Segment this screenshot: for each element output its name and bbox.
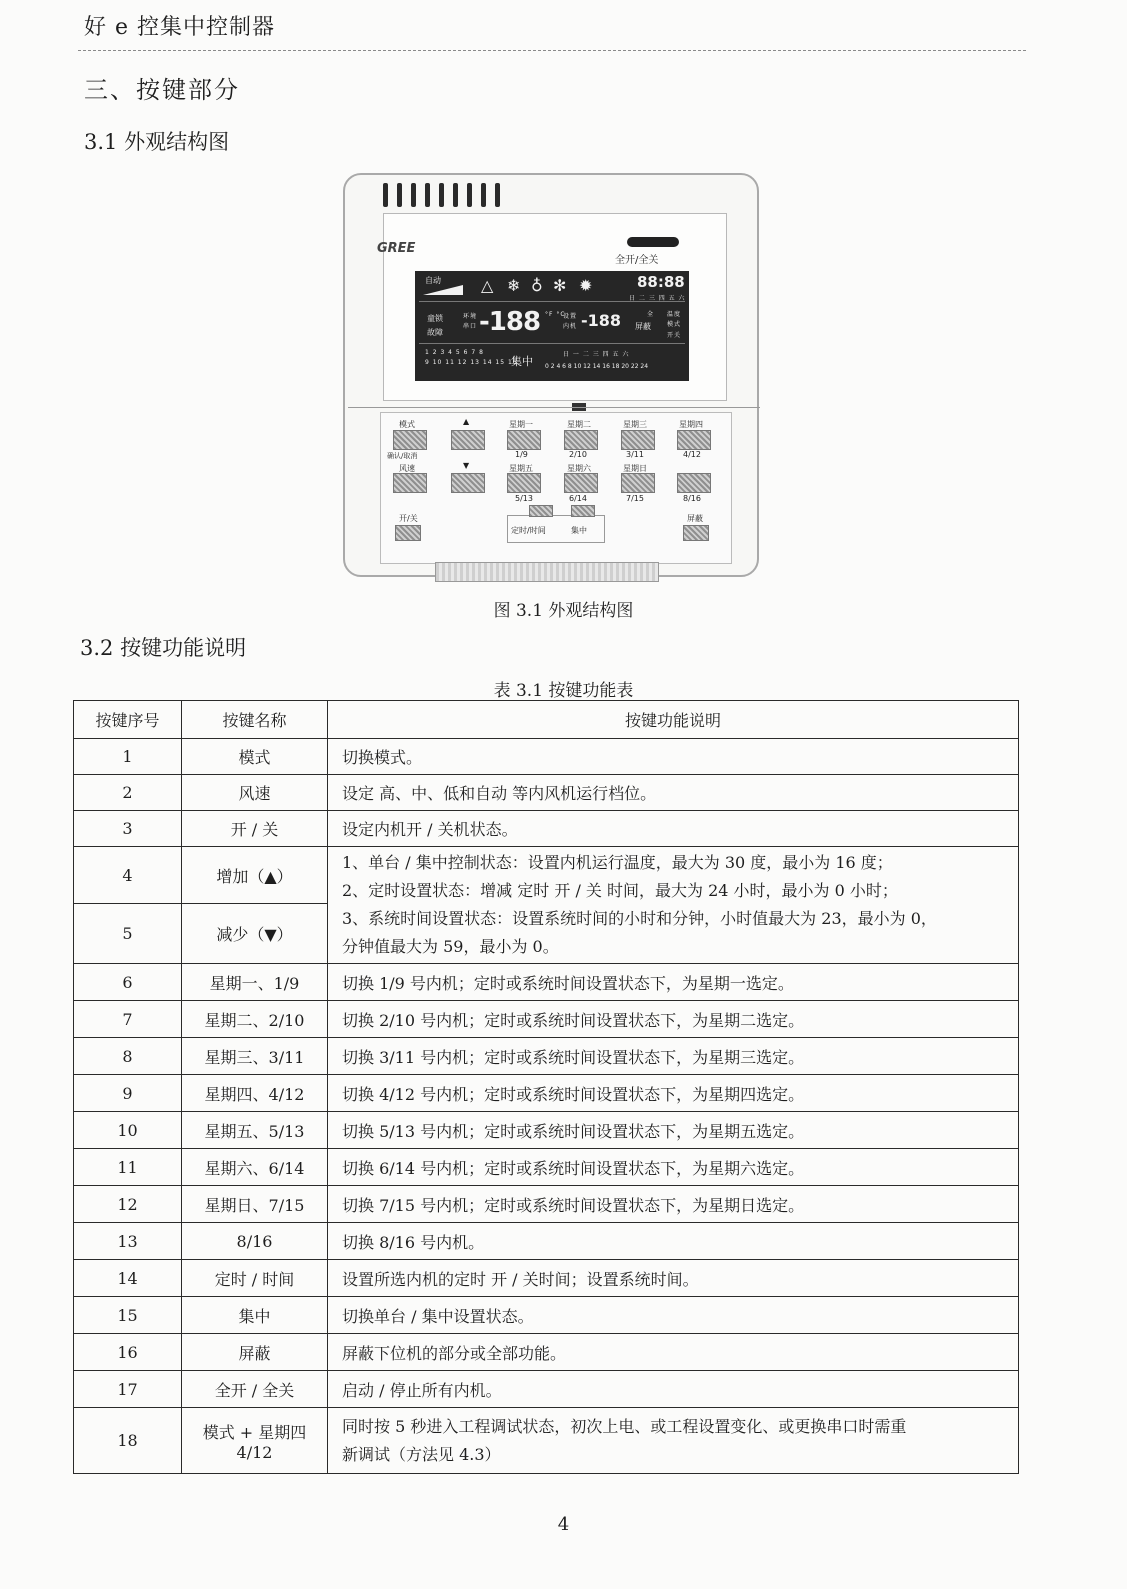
key-label-mode: 模式 xyxy=(399,420,415,429)
cell-name: 星期六、6/14 xyxy=(182,1149,328,1186)
brand-logo: GREE xyxy=(377,241,416,256)
key-label-thu: 星期四 xyxy=(679,420,703,429)
cell-desc: 切换 1/9 号内机；定时或系统时间设置状态下，为星期一选定。 xyxy=(328,964,1019,1001)
cell-name: 屏蔽 xyxy=(182,1334,328,1371)
cell-name: 定时 / 时间 xyxy=(182,1260,328,1297)
cell-desc: 切换单台 / 集中设置状态。 xyxy=(328,1297,1019,1334)
key-down[interactable] xyxy=(451,473,485,493)
table-row xyxy=(74,1371,1019,1408)
key-label-sun: 星期日 xyxy=(623,464,647,473)
cell-no: 7 xyxy=(74,1001,182,1038)
cell-name: 风速 xyxy=(182,775,328,811)
cell-name: 星期五、5/13 xyxy=(182,1112,328,1149)
key-label-sat: 星期六 xyxy=(567,464,591,473)
cell-desc: 切换 6/14 号内机；定时或系统时间设置状态下，为星期六选定。 xyxy=(328,1149,1019,1186)
table-caption: 表 3.1 按键功能表 xyxy=(493,681,634,701)
cell-desc: 切换模式。 xyxy=(328,739,1019,775)
cell-no: 13 xyxy=(74,1223,182,1260)
key-function-table xyxy=(73,700,1019,1474)
lcd-env-label: 环境 xyxy=(463,313,478,320)
cell-name-line: 4/12 xyxy=(236,1442,273,1462)
cell-name: 增加（▲） xyxy=(182,847,328,904)
cell-desc: 切换 7/15 号内机；定时或系统时间设置状态下，为星期日选定。 xyxy=(328,1186,1019,1223)
sun-icon: ✹ xyxy=(579,276,593,295)
lcd-central: 集中 xyxy=(511,355,533,368)
header-title: 好 e 控集中控制器 xyxy=(84,15,276,40)
lcd-unit-row-2: 9 10 11 12 13 14 15 16 xyxy=(425,359,518,366)
lcd-set-temp: -188 xyxy=(581,311,622,330)
all-on-off-label: 全开/全关 xyxy=(615,255,659,266)
key-wed[interactable] xyxy=(621,430,655,450)
cell-name: 模式 xyxy=(182,739,328,775)
cell-no: 3 xyxy=(74,811,182,847)
key-label-8-16: 8/16 xyxy=(683,494,701,503)
lcd-clock: 88:88 xyxy=(637,273,685,291)
keypad-inner xyxy=(380,412,732,564)
cell-desc xyxy=(328,1408,1019,1474)
cell-desc: 切换 4/12 号内机；定时或系统时间设置状态下，为星期四选定。 xyxy=(328,1075,1019,1112)
key-thu[interactable] xyxy=(677,430,711,450)
cell-name: 星期三、3/11 xyxy=(182,1038,328,1075)
figure-caption: 图 3.1 外观结构图 xyxy=(493,601,634,621)
cell-no: 2 xyxy=(74,775,182,811)
cell-name: 星期日、7/15 xyxy=(182,1186,328,1223)
cell-name: 集中 xyxy=(182,1297,328,1334)
cell-no: 5 xyxy=(74,904,182,964)
lcd-hours: 0 2 4 6 8 10 12 14 16 18 20 22 24 xyxy=(545,363,649,370)
cell-desc: 切换 2/10 号内机；定时或系统时间设置状态下，为星期二选定。 xyxy=(328,1001,1019,1038)
table-row xyxy=(74,775,1019,811)
page-number: 4 xyxy=(557,1514,570,1535)
controller-body xyxy=(343,173,759,577)
vent-grille xyxy=(383,183,500,207)
key-mode[interactable] xyxy=(393,430,427,450)
key-label-onoff: 开/关 xyxy=(399,514,418,523)
cell-desc-updown xyxy=(328,847,1019,964)
table-row xyxy=(74,1001,1019,1038)
lcd-switch-label: 开关 xyxy=(667,332,682,339)
lcd-divider xyxy=(419,343,685,344)
cell-desc: 切换 3/11 号内机；定时或系统时间设置状态下，为星期三选定。 xyxy=(328,1038,1019,1075)
table-row xyxy=(74,1149,1019,1186)
snowflake-icon: ❄ xyxy=(507,276,521,295)
table-row xyxy=(74,811,1019,847)
key-tue[interactable] xyxy=(564,430,598,450)
lcd-shield: 屏蔽 xyxy=(635,322,651,331)
table-row xyxy=(74,1297,1019,1334)
cell-desc-line: 新调试（方法见 4.3） xyxy=(342,1444,501,1464)
cell-no: 14 xyxy=(74,1260,182,1297)
table-row xyxy=(74,1334,1019,1371)
lcd-room-temp: -188 xyxy=(479,307,541,337)
key-label-up: ▲ xyxy=(463,417,470,426)
cell-name: 全开 / 全关 xyxy=(182,1371,328,1408)
lcd-weekdays: 日 二 三 四 五 六 xyxy=(629,295,686,302)
cell-desc: 设定内机开 / 关机状态。 xyxy=(328,811,1019,847)
updown-line: 分钟值最大为 59，最小为 0。 xyxy=(342,937,559,956)
key-label-fri: 星期五 xyxy=(509,464,533,473)
cell-name: 星期一、1/9 xyxy=(182,964,328,1001)
lcd-mode-label: 模式 xyxy=(667,321,682,328)
keypad-panel xyxy=(348,407,760,568)
cell-desc: 启动 / 停止所有内机。 xyxy=(328,1371,1019,1408)
key-label-shield: 屏蔽 xyxy=(687,514,703,523)
header-name: 按键名称 xyxy=(182,701,328,739)
table-row xyxy=(74,1186,1019,1223)
cell-name xyxy=(182,1408,328,1474)
cell-no: 4 xyxy=(74,847,182,904)
table-row xyxy=(74,1112,1019,1149)
fan-level-icon xyxy=(423,285,463,295)
key-label-tue-num: 2/10 xyxy=(569,450,587,459)
cell-no: 16 xyxy=(74,1334,182,1371)
key-label-down: ▼ xyxy=(463,461,470,470)
lcd-fault: 故障 xyxy=(427,328,443,337)
key-label-mon: 星期一 xyxy=(509,420,533,429)
table-row xyxy=(74,964,1019,1001)
key-label-wed: 星期三 xyxy=(623,420,647,429)
updown-line: 3、系统时间设置状态：设置系统时间的小时和分钟，小时值最大为 23，最小为 0， xyxy=(342,909,937,928)
fan-icon: ✻ xyxy=(553,276,567,295)
header-desc: 按键功能说明 xyxy=(328,701,1019,739)
all-on-off-button[interactable] xyxy=(627,237,679,247)
cell-no: 8 xyxy=(74,1038,182,1075)
lcd-screen xyxy=(415,271,689,381)
droplet-icon: ♁ xyxy=(531,276,543,295)
lcd-all: 全 xyxy=(647,311,655,318)
cell-desc: 切换 5/13 号内机；定时或系统时间设置状态下，为星期五选定。 xyxy=(328,1112,1019,1149)
key-label-sun-num: 7/15 xyxy=(626,494,644,503)
lcd-week-row: 日 一 二 三 四 五 六 xyxy=(563,351,630,358)
cell-desc: 设置所选内机的定时 开 / 关时间；设置系统时间。 xyxy=(328,1260,1019,1297)
table-row xyxy=(74,1075,1019,1112)
table-row xyxy=(74,1038,1019,1075)
table-row xyxy=(74,1260,1019,1297)
cell-no: 6 xyxy=(74,964,182,1001)
cell-name-line: 模式 + 星期四 xyxy=(202,1422,307,1442)
cell-name: 星期四、4/12 xyxy=(182,1075,328,1112)
subsection-title-appearance: 3.1 外观结构图 xyxy=(84,130,230,154)
table-row xyxy=(74,739,1019,775)
key-fan[interactable] xyxy=(393,473,427,493)
table-row xyxy=(74,1408,1019,1474)
updown-line: 2、定时设置状态：增减 定时 开 / 关 时间，最大为 24 小时，最小为 0 小时； xyxy=(342,881,898,900)
key-label-tue: 星期二 xyxy=(567,420,591,429)
lcd-unit-label: 内机 xyxy=(563,323,578,330)
key-up[interactable] xyxy=(451,430,485,450)
key-label-central: 集中 xyxy=(571,526,587,535)
mounting-stand xyxy=(435,562,659,582)
key-label-wed-num: 3/11 xyxy=(626,450,644,459)
table-row xyxy=(74,847,1019,904)
cell-no: 17 xyxy=(74,1371,182,1408)
cell-name: 减少（▼） xyxy=(182,904,328,964)
key-timer-time[interactable] xyxy=(529,505,553,517)
lcd-units: °F °C xyxy=(545,311,566,318)
section-title: 三、按键部分 xyxy=(84,76,240,104)
cell-desc-line: 同时按 5 秒进入工程调试状态，初次上电、或工程设置变化、或更换串口时需重 xyxy=(342,1416,907,1436)
key-label-timer-time: 定时/时间 xyxy=(511,526,546,535)
cell-name: 开 / 关 xyxy=(182,811,328,847)
lcd-lock: 童锁 xyxy=(427,314,443,323)
key-label-confirm-cancel: 确认/取消 xyxy=(387,452,418,460)
table-header-row xyxy=(74,701,1019,739)
key-onoff[interactable] xyxy=(395,525,421,541)
cell-desc: 屏蔽下位机的部分或全部功能。 xyxy=(328,1334,1019,1371)
cell-no: 18 xyxy=(74,1408,182,1474)
key-sat[interactable] xyxy=(564,473,598,493)
cell-no: 9 xyxy=(74,1075,182,1112)
cell-no: 12 xyxy=(74,1186,182,1223)
lcd-set-label: 设置 xyxy=(563,313,578,320)
key-fri[interactable] xyxy=(507,473,541,493)
cell-no: 15 xyxy=(74,1297,182,1334)
lcd-temp-label: 温度 xyxy=(667,311,682,318)
key-label-fan: 风速 xyxy=(399,464,415,473)
cell-no: 11 xyxy=(74,1149,182,1186)
key-mon[interactable] xyxy=(507,430,541,450)
lcd-auto: 自动 xyxy=(425,276,441,285)
cell-name: 8/16 xyxy=(182,1223,328,1260)
cell-name: 星期二、2/10 xyxy=(182,1001,328,1038)
lcd-unit-row-1: 1 2 3 4 5 6 7 8 xyxy=(425,349,484,356)
key-shield[interactable] xyxy=(683,525,709,541)
updown-line: 1、单台 / 集中控制状态：设置内机运行温度，最大为 30 度，最小为 16 度； xyxy=(342,853,893,872)
key-label-thu-num: 4/12 xyxy=(683,450,701,459)
cell-no: 10 xyxy=(74,1112,182,1149)
key-label-mon-num: 1/9 xyxy=(515,450,528,459)
key-sun[interactable] xyxy=(621,473,655,493)
header-divider xyxy=(78,50,1026,51)
dry-mode-icon: △ xyxy=(481,276,494,295)
cell-desc: 设定 高、中、低和自动 等内风机运行档位。 xyxy=(328,775,1019,811)
subsection-title-functions: 3.2 按键功能说明 xyxy=(80,636,247,660)
key-label-fri-num: 5/13 xyxy=(515,494,533,503)
key-central[interactable] xyxy=(571,505,595,517)
key-label-sat-num: 6/14 xyxy=(569,494,587,503)
table-row xyxy=(74,1223,1019,1260)
key-8-16[interactable] xyxy=(677,473,711,493)
lcd-port-label: 串口 xyxy=(463,323,478,330)
cell-no: 1 xyxy=(74,739,182,775)
cell-desc: 切换 8/16 号内机。 xyxy=(328,1223,1019,1260)
controller-figure xyxy=(340,170,758,582)
header-no: 按键序号 xyxy=(74,701,182,739)
